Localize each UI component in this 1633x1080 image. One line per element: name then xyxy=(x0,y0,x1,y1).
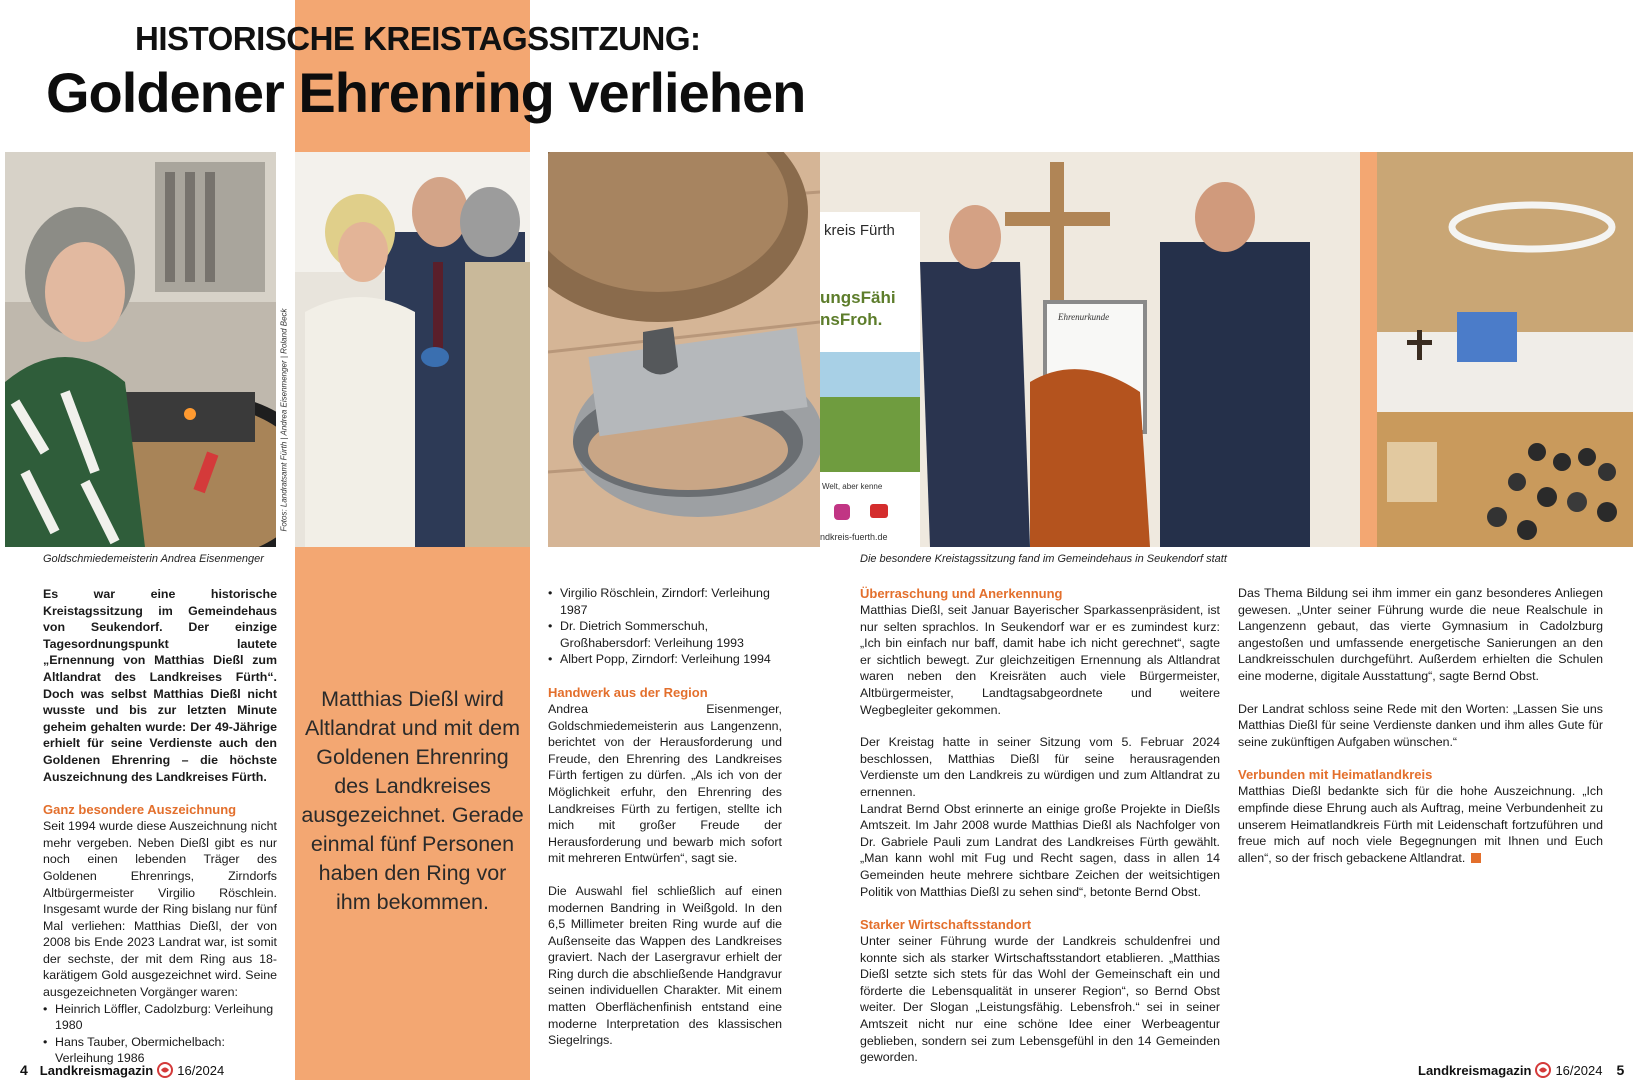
photo-goldsmith xyxy=(5,152,276,547)
subheading-handwerk: Handwerk aus der Region xyxy=(548,684,708,700)
recipient-list-1 xyxy=(43,1001,277,1067)
footer-left xyxy=(20,1062,224,1078)
pull-quote: Matthias Dießl wird Altlandrat und mit dem Goldenen Ehrenring des Landkreises ausgezeichnet. Gerade einmal fünf Personen haben den Ring vor ihm bekommen. xyxy=(301,687,524,914)
photo-assembly-hall xyxy=(1377,152,1633,547)
landkreis-logo-icon xyxy=(157,1062,173,1078)
youtube-icon xyxy=(870,504,888,518)
subheading-wirtschaft: Starker Wirtschaftsstandort xyxy=(860,917,1032,933)
instagram-icon xyxy=(834,504,850,520)
article-column-4 xyxy=(1238,585,1603,866)
end-of-article-mark xyxy=(1471,853,1481,863)
subheading-auszeichnung: Ganz besondere Auszeichnung xyxy=(43,802,237,818)
paragraph-projekte: Landrat Bernd Obst erinnerte an einige große Projekte in Dießls Amtszeit. Im Jahr 2008 wurde Matthias Dießl als Nachfolger von Dr. Gabriele Pauli zum Landrat des Landkreises Fürth gewählt. „Man kann wohl mit Fug und Recht sagen, dass in allen 14 Gemeinden heute mehrere sichtbare Zeichen der weitsichtigen Politik von Matthias Dießl zu sehen sind“, betonte Bernd Obst. xyxy=(860,801,1220,899)
paragraph-handwerk-2: Die Auswahl fiel schließlich auf einen modernen Bandring in Weißgold. In den 6,5 Millimeter breiten Ring wurde auf die Außenseite das Wappen des Landkreises graviert. Nach der Lasergravur erhielt der Ring durch die abschließende Handgravur seinen individuellen Charakter. Mit einem matten Oberflächenfinish entstand eine moderne Interpretation des klassischen Siegelrings. xyxy=(548,883,782,1048)
paragraph-handwerk-1: Andrea Eisenmenger, Goldschmiedemeisterin aus Langenzenn, berichtet von der Herausforderung und Freude, den Ehrenring des Landkreises Fürth fertigen zu dürfen. „Als ich von der Möglichkeit erfuhr, den Ehrenring des Landkreises Fürth zu fertigen, stellte ich mich mit großer Freude der Herausforderung und bewarb mich sofort mit mehreren Entwürfen“, sagt sie. xyxy=(548,701,782,866)
certificate-title: Ehrenurkunde xyxy=(1058,312,1110,322)
landkreis-logo-icon xyxy=(1535,1062,1551,1078)
article-lead: Es war eine historische Kreistagssitzung im Gemeindehaus von Seukendorf. Der einzige Tagesordnungspunkt lautete „Ernennung von Matthias Dießl zum Altlandrat des Landkreises Fürth“. Doch was selbst Matthias Dießl nicht wusste und bis zur letzten Minute geheim gehalten wurde: Der 49-Jährige erhielt für seine Verdienste auch den Goldenen Ehrenring – die höchste Auszeichnung des Landkreises Fürth. xyxy=(43,587,277,784)
issue-number: 16/2024 xyxy=(1555,1062,1603,1078)
list-item: • Hans Tauber, Obermichelbach: Verleihung 1986 xyxy=(43,1034,277,1067)
article-column-1 xyxy=(43,586,277,1067)
photo-credit: Fotos: Landratsamt Fürth | Andrea Eisenmenger | Roland Beck xyxy=(279,308,289,532)
paragraph-ueberraschung: Matthias Dießl, seit Januar Bayerischer Sparkassenpräsident, ist nur selten sprachlos. In Seukendorf war er es zumindest kurz: „Ich bin einfach nur baff, damit habe ich nicht gerechnet“, sagte er sichtlich bewegt. Zur gleichzeitigen Ernennung als Altlandrat waren neben den Kreisräten auch viele Bürgermeister, Altbürgermeister, Landtagsabgeordnete und weitere Wegbegleiter gekommen. xyxy=(860,603,1220,717)
paragraph-heimat: Matthias Dießl bedankte sich für die hohe Auszeichnung. „Ich empfinde diese Ehrung auch als Auftrag, meine Verbundenheit zu unserem Heimatlandkreis Fürth mit Leidenschaft fortzuführen und freue mich auf noch viele Begegnungen mit Ihnen und Euch allen“, so der frisch gebackene Altlandrat. xyxy=(1238,784,1603,865)
article-kicker: HISTORISCHE KREISTAGSSITZUNG: xyxy=(135,20,701,57)
list-item: • Heinrich Löffler, Cadolzburg: Verleihung 1980 xyxy=(43,1001,277,1034)
paragraph-kreistag: Der Kreistag hatte in seiner Sitzung vom 5. Februar 2024 beschlossen, Matthias Dießl für seine herausragenden Verdienste um den Landkreis zu würdigen und zum Altlandrat zu ernennen. xyxy=(860,735,1220,799)
article-column-2 xyxy=(548,585,782,1065)
paragraph-wirtschaft: Unter seiner Führung wurde der Landkreis schuldenfrei und konnte sich als starker Wirtschaftsstandort etablieren. „Matthias Dießl setzte sich stets für das Wohl der Gemeinschaft ein und förderte die Lebensqualität in unserer Region“, so Bernd Obst weiter. Der Slogan „Leistungsfähig. Lebensfroh.“ sei in seiner Amtszeit nicht nur eine schöne Idee einer Werbeagentur geblieben, sondern sei zum Lebensgefühl in den 14 Gemeinden geworden. xyxy=(860,934,1220,1065)
banner-website: ndkreis-fuerth.de xyxy=(820,532,888,542)
magazine-name: Landkreismagazin xyxy=(39,1062,154,1078)
banner-small-text: Welt, aber kenne xyxy=(822,482,883,491)
caption-hall: Die besondere Kreistagssitzung fand im Gemeindehaus in Seukendorf statt xyxy=(860,553,1227,565)
paragraph-auszeichnung: Seit 1994 wurde diese Auszeichnung nicht mehr vergeben. Neben Dießl gibt es nur noch einen lebenden Träger des Goldenen Ehrenrings, Zirndorfs Altbürgermeister Virgilio Röschlein. Insgesamt wurde der Ring bislang nur fünf Mal verliehen: Matthias Dießl, der von 2008 bis Ende 2023 Landrat war, ist somit der sechste, der mit dem Ring aus 18-karätigem Gold ausgezeichnet wird. Seine ausgezeichneten Vorgänger waren: xyxy=(43,819,277,1000)
subheading-ueberraschung: Überraschung und Anerkennung xyxy=(860,586,1063,601)
photo-presentation-people xyxy=(295,152,530,547)
article-headline: Goldener Ehrenring verliehen xyxy=(46,61,806,124)
article-column-3 xyxy=(860,585,1220,1080)
paragraph-rede: Der Landrat schloss seine Rede mit den Worten: „Lassen Sie uns Matthias Dießl für seine Verdienste danken und ihm alles Gute für seine zukünftigen Aufgaben wünschen.“ xyxy=(1238,701,1603,749)
banner-slogan: ungsFähi nsFroh. xyxy=(820,288,896,329)
paragraph-bildung: Das Thema Bildung sei ihm immer ein ganz besonderes Anliegen gewesen. „Unter seiner Führung wurde die neue Realschule in Langenzenn gebaut, das vierte Gymnasium in Cadolzburg angestoßen und umfassende energetische Sanierungen an den Landkreisschulen durchgeführt. Außerdem erhielten die Schulen eine moderne, digitale Ausstattung“, sagte Bernd Obst. xyxy=(1238,586,1603,683)
banner-text: kreis Fürth xyxy=(824,222,895,239)
photo-ring-closeup xyxy=(548,152,820,547)
list-item: • Albert Popp, Zirndorf: Verleihung 1994 xyxy=(548,651,782,668)
page-number-left: 4 xyxy=(20,1062,28,1078)
list-item: • Dr. Dietrich Sommerschuh, Großhabersdorf: Verleihung 1993 xyxy=(548,618,782,651)
subheading-heimat: Verbunden mit Heimatlandkreis xyxy=(1238,767,1433,783)
recipient-list-2 xyxy=(548,585,782,668)
photo-certificate-handover xyxy=(820,152,1360,547)
caption-goldsmith: Goldschmiedemeisterin Andrea Eisenmenger xyxy=(43,553,264,565)
page-number-right: 5 xyxy=(1616,1062,1625,1078)
footer-right xyxy=(1418,1062,1624,1078)
magazine-name: Landkreismagazin xyxy=(1418,1062,1532,1078)
issue-number: 16/2024 xyxy=(177,1062,225,1078)
orange-photo-divider xyxy=(1360,152,1377,547)
list-item: • Virgilio Röschlein, Zirndorf: Verleihung 1987 xyxy=(548,585,782,618)
